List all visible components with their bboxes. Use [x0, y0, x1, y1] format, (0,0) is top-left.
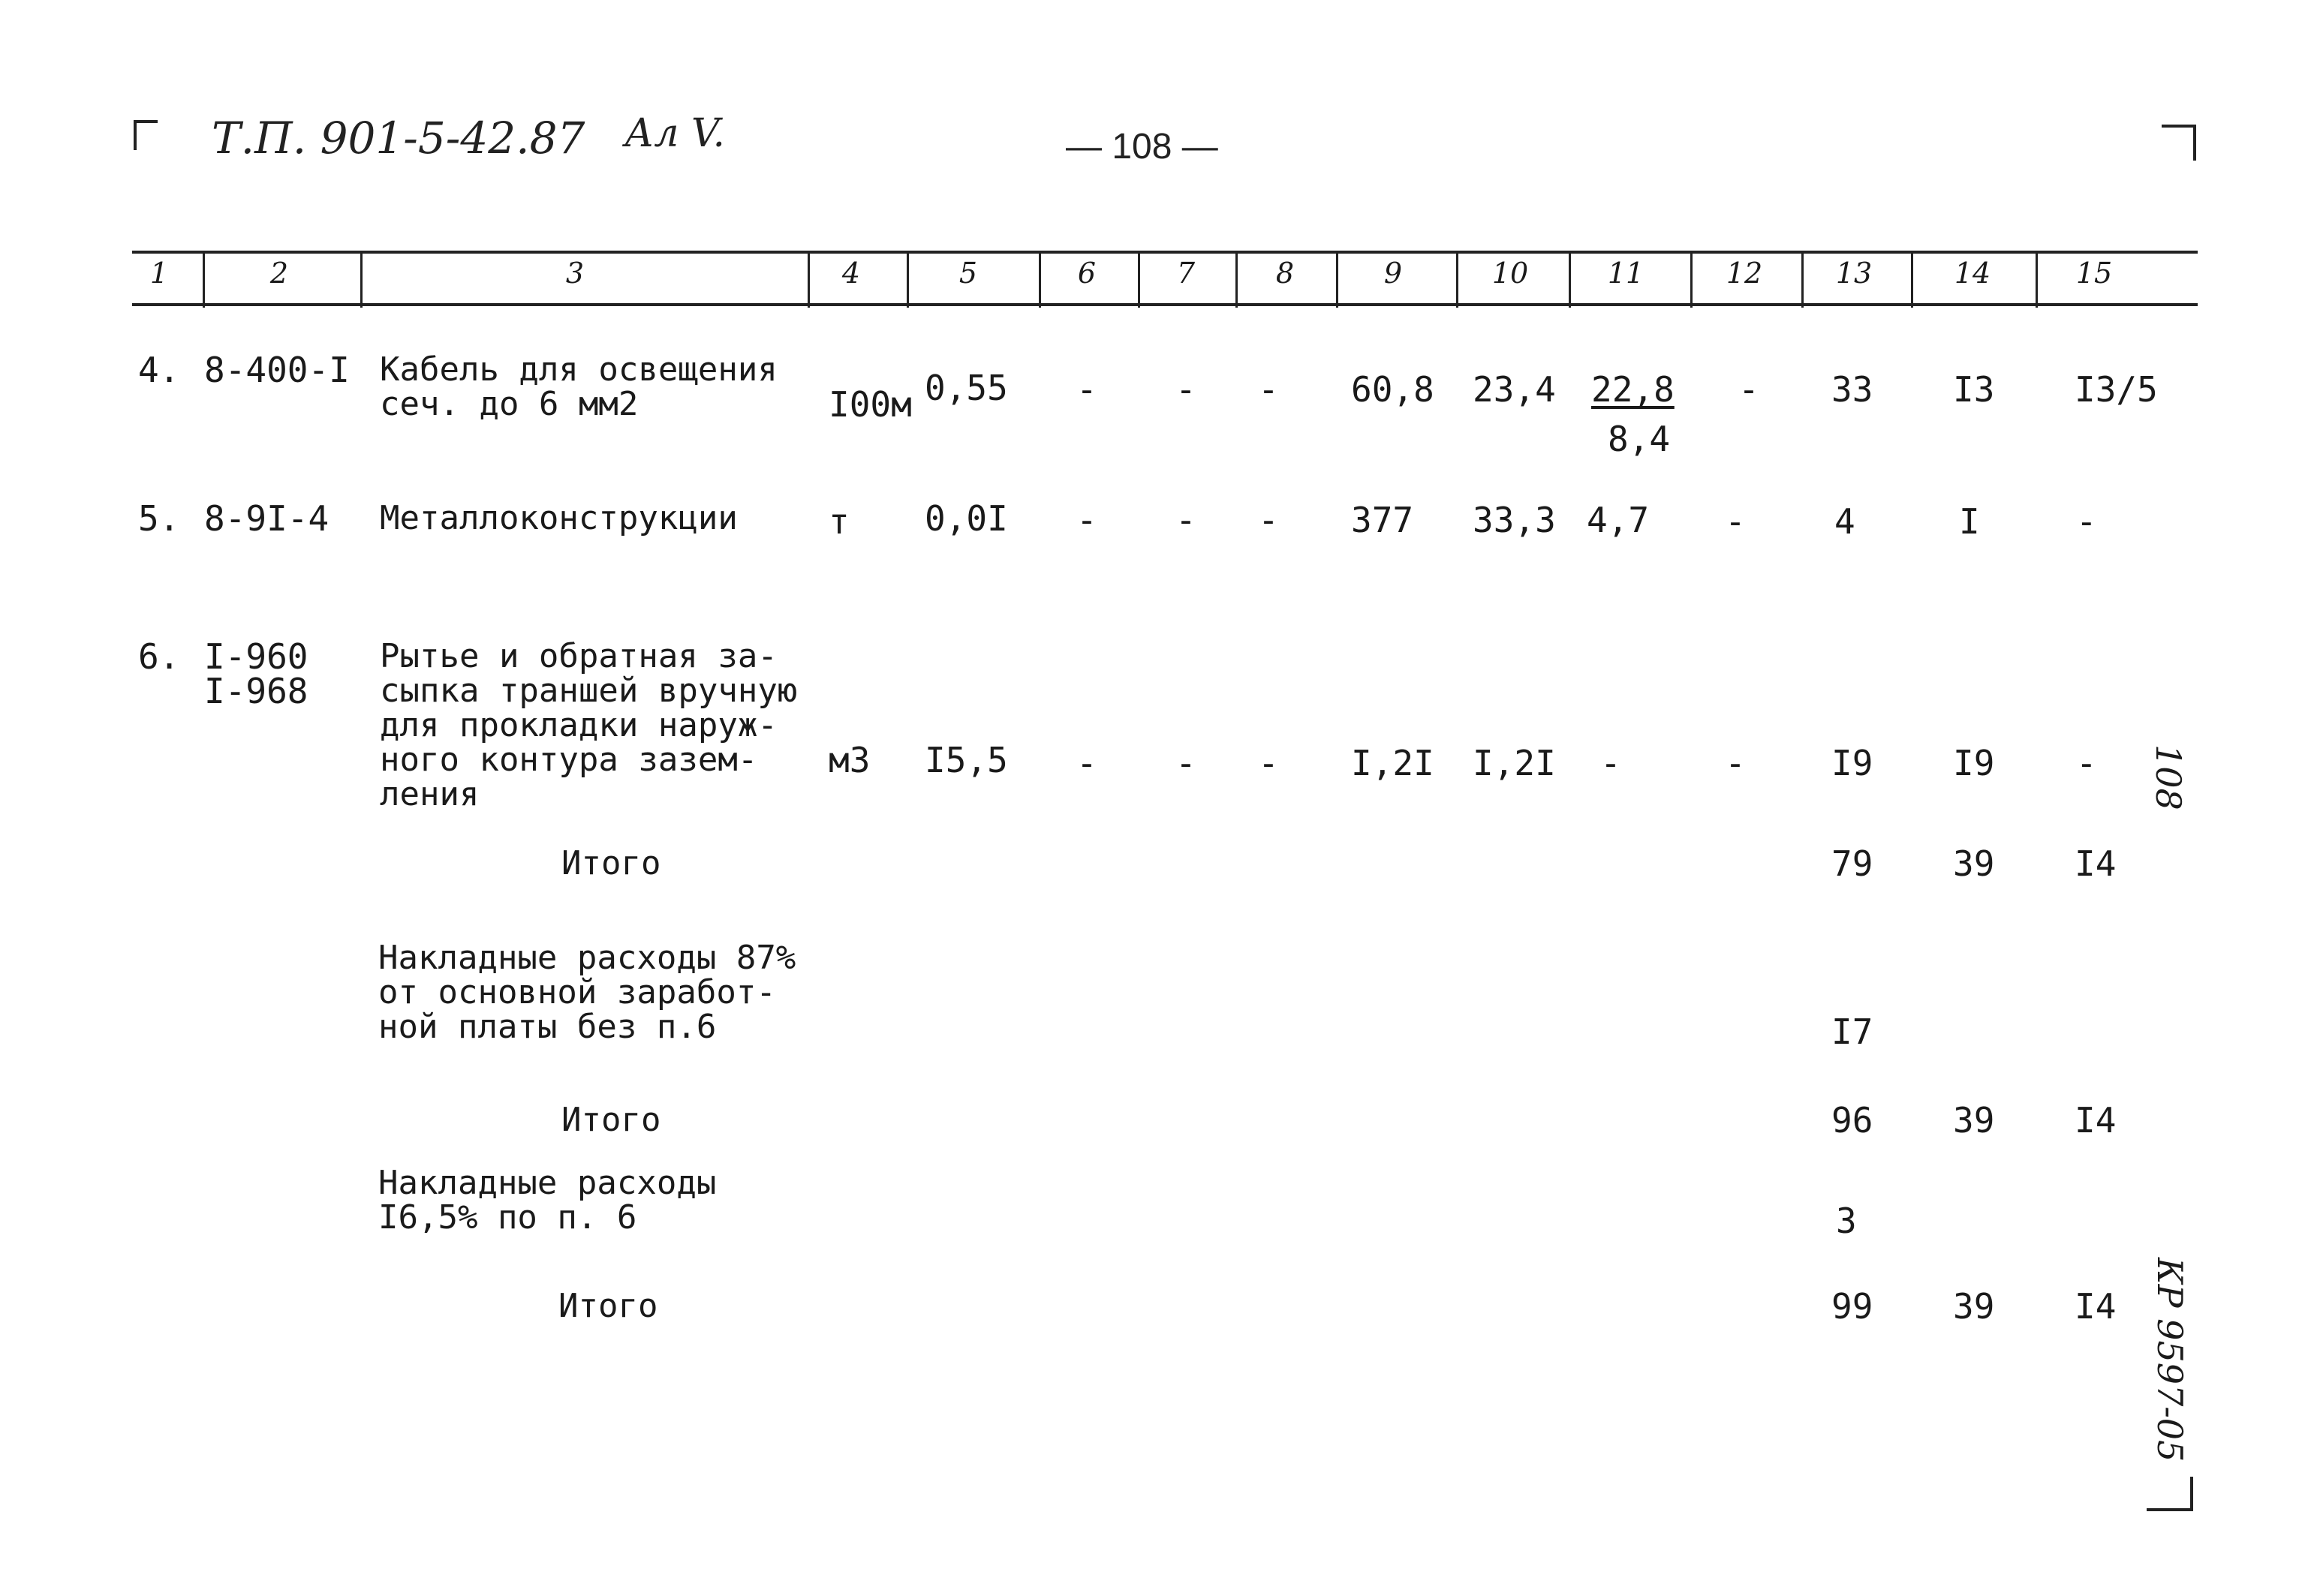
summary-c13: 99: [1831, 1286, 1873, 1327]
column-header: 5: [958, 257, 978, 290]
summary-label: Итого: [558, 1287, 658, 1325]
corner-mark-bottom-right: [2147, 1477, 2193, 1511]
cell-c8: -: [1258, 743, 1279, 783]
row-description: Металлоконструкции: [380, 499, 738, 537]
summary-c15: I4: [2075, 1286, 2117, 1327]
column-header: 2: [269, 257, 289, 290]
summary-c13: 96: [1831, 1100, 1873, 1141]
cell-c9: 60,8: [1351, 369, 1434, 410]
summary-c15: I4: [2075, 843, 2117, 884]
col-sep: [2036, 254, 2038, 308]
col-sep: [360, 254, 363, 308]
cell-c7: -: [1175, 369, 1196, 410]
column-header: 3: [565, 257, 585, 290]
cell-c7: -: [1175, 743, 1196, 783]
col-sep: [203, 254, 205, 308]
column-header: 6: [1077, 257, 1097, 290]
album-number: Ал V.: [624, 111, 726, 156]
cell-c9: I,2I: [1351, 743, 1434, 783]
column-header: 9: [1383, 257, 1403, 290]
margin-page-stamp: 108: [2148, 744, 2189, 810]
row-description: Рытье и обратная за- сыпка траншей вручную для прокладки наруж- ного контура зазем- ления: [380, 637, 798, 813]
cell-c12: -: [1725, 501, 1746, 542]
summary-c13: 79: [1831, 843, 1873, 884]
cell-c13: 33: [1831, 369, 1873, 410]
quantity: 0,0I: [925, 498, 1008, 539]
col-sep: [1138, 254, 1140, 308]
table-header-top-rule: [132, 251, 2198, 254]
rate-code: 8-9I-4: [204, 498, 330, 539]
document-code: Т.П. 901-5-42.87: [212, 113, 585, 164]
table-header-bottom-rule: [132, 303, 2198, 306]
col-sep: [907, 254, 909, 308]
cell-c8: -: [1258, 369, 1279, 410]
summary-c14: 39: [1953, 1100, 1995, 1141]
column-header: 10: [1491, 257, 1529, 290]
column-header: 11: [1607, 257, 1644, 290]
cell-c14: I9: [1953, 743, 1995, 783]
row-number: 4.: [138, 350, 180, 390]
quantity: 0,55: [925, 368, 1008, 408]
column-header: 15: [2075, 257, 2113, 290]
row-description: Кабель для освещения сеч. до 6 мм2: [380, 350, 778, 423]
cell-c12: -: [1738, 369, 1759, 410]
cell-c15: -: [2076, 501, 2097, 542]
cell-c10: I,2I: [1473, 743, 1556, 783]
summary-c14: 39: [1953, 1286, 1995, 1327]
margin-registry-number: КР 9597-05: [2150, 1258, 2190, 1462]
cell-c14: I: [1959, 501, 1980, 542]
column-header: 7: [1176, 257, 1196, 290]
col-sep: [1911, 254, 1913, 308]
cell-c8: -: [1258, 500, 1279, 540]
rate-code: I-960 I-968: [204, 636, 308, 711]
unit: I00м: [829, 384, 912, 425]
unit: т: [829, 501, 850, 542]
cell-c6: -: [1076, 369, 1097, 410]
cell-c6: -: [1076, 500, 1097, 540]
column-header: 4: [841, 257, 861, 290]
cell-c15: -: [2076, 743, 2097, 783]
cell-c13: I9: [1831, 743, 1873, 783]
cell-c11-numerator: 22,8: [1591, 369, 1675, 410]
cell-c13: 4: [1834, 501, 1855, 542]
column-header: 1: [149, 257, 169, 290]
col-sep: [1690, 254, 1693, 308]
column-header: 12: [1726, 257, 1763, 290]
col-sep: [1039, 254, 1041, 308]
rate-code: 8-400-I: [204, 350, 350, 390]
cell-c11-denominator: 8,4: [1608, 419, 1671, 459]
summary-c13: I7: [1831, 1011, 1873, 1052]
cell-c15: I3/5: [2075, 369, 2158, 410]
column-header: 8: [1275, 257, 1295, 290]
quantity: I5,5: [925, 740, 1008, 780]
cell-c7: -: [1175, 500, 1196, 540]
corner-mark-top-left: [134, 120, 158, 150]
col-sep: [1569, 254, 1571, 308]
corner-mark-top-right: [2162, 125, 2196, 161]
summary-c13: 3: [1836, 1201, 1857, 1241]
page-number: — 108 —: [1066, 127, 1218, 167]
cell-c9: 377: [1351, 500, 1414, 540]
summary-label: Накладные расходы 87% от основной заработ- ной платы без п.6: [378, 939, 796, 1046]
column-header: 14: [1954, 257, 1991, 290]
cell-c10: 23,4: [1473, 369, 1556, 410]
summary-c14: 39: [1953, 843, 1995, 884]
summary-label: Итого: [561, 844, 661, 882]
cell-c11: -: [1600, 743, 1621, 783]
col-sep: [1336, 254, 1338, 308]
summary-label: Итого: [561, 1101, 661, 1139]
summary-c15: I4: [2075, 1100, 2117, 1141]
cell-c14: I3: [1953, 369, 1995, 410]
row-number: 5.: [138, 498, 180, 539]
unit: м3: [829, 740, 871, 780]
column-header: 13: [1835, 257, 1873, 290]
row-number: 6.: [138, 636, 180, 677]
cell-c10: 33,3: [1473, 500, 1556, 540]
cell-c11: 4,7: [1587, 500, 1650, 540]
summary-label: Накладные расходы I6,5% по п. 6: [378, 1164, 717, 1237]
cell-c6: -: [1076, 743, 1097, 783]
cell-c12: -: [1725, 743, 1746, 783]
col-sep: [1456, 254, 1458, 308]
col-sep: [1235, 254, 1238, 308]
col-sep: [808, 254, 810, 308]
col-sep: [1801, 254, 1804, 308]
